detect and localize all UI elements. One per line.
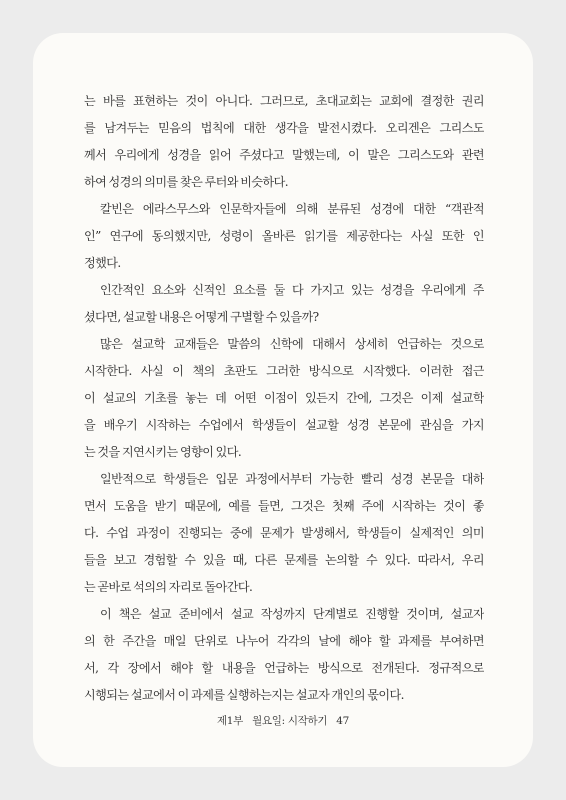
text-line: 시행되는 설교에서 이 과제를 실행하는지는 설교자 개인의 몫이다. [84,688,404,702]
text-line: 많은 설교학 교재들은 말씀의 신학에 대해서 상세히 언급하는 것으로 [100,337,484,351]
text-line: 이 설교의 기초를 놓는 데 어떤 이점이 있든지 간에, 그것은 이제 설교학 [84,391,484,405]
text-line: 다. 수업 과정이 진행되는 중에 문제가 발생해서, 학생들이 실제적인 의미 [84,526,484,540]
text-line: 는 곧바로 석의의 자리로 돌아간다. [84,580,253,594]
text-line: 칼빈은 에라스무스와 인문학자들에 의해 분류된 성경에 대한 “객관적 [100,202,484,216]
text-line: 을 배우기 시작하는 수업에서 학생들이 설교할 성경 본문에 관심을 가지 [84,418,484,432]
text-line: 를 남겨두는 믿음의 법칙에 대한 생각을 발전시켰다. 오리겐은 그리스도 [84,121,484,135]
footer-section-title: 월요일: 시작하기 [252,715,328,727]
text-line: 서, 각 장에서 해야 할 내용을 언급하는 방식으로 전개된다. 정규적으로 [84,661,484,675]
text-line: 이 책은 설교 준비에서 설교 작성까지 단계별로 진행할 것이며, 설교자 [100,607,484,621]
text-line: 께서 우리에게 성경을 읽어 주셨다고 말했는데, 이 말은 그리스도와 관련 [84,148,484,162]
text-line: 들을 보고 경험할 수 있을 때, 다른 문제를 논의할 수 있다. 따라서, 우리 [84,553,484,567]
text-line: 의 한 주간을 매일 단위로 나누어 각각의 날에 해야 할 과제를 부여하면 [84,634,484,648]
text-line: 인간적인 요소와 신적인 요소를 둘 다 가지고 있는 성경을 우리에게 주 [100,283,484,297]
page-number: 47 [336,715,350,727]
text-line: 인” 연구에 동의했지만, 성령이 올바른 읽기를 제공한다는 사실 또한 인 [84,229,484,243]
body-text [84,88,484,709]
text-line: 시작한다. 사실 이 책의 초판도 그러한 방식으로 시작했다. 이러한 접근 [84,364,484,378]
text-line: 일반적으로 학생들은 입문 과정에서부터 가능한 빨리 성경 본문을 대하 [100,472,484,486]
text-line: 는 바를 표현하는 것이 아니다. 그러므로, 초대교회는 교회에 결정한 권리 [84,94,484,108]
footer-part: 제1부 [216,715,244,727]
text-line: 면서 도움을 받기 때문에, 예를 들면, 그것은 첫째 주에 시작하는 것이 좋 [84,499,484,513]
text-line: 셨다면, 설교할 내용은 어떻게 구별할 수 있을까? [84,310,319,324]
page-footer [0,713,566,728]
text-line: 는 것을 지연시키는 영향이 있다. [84,445,242,459]
text-line: 하여 성경의 의미를 찾은 루터와 비슷하다. [84,175,289,189]
text-line: 정했다. [84,256,121,270]
